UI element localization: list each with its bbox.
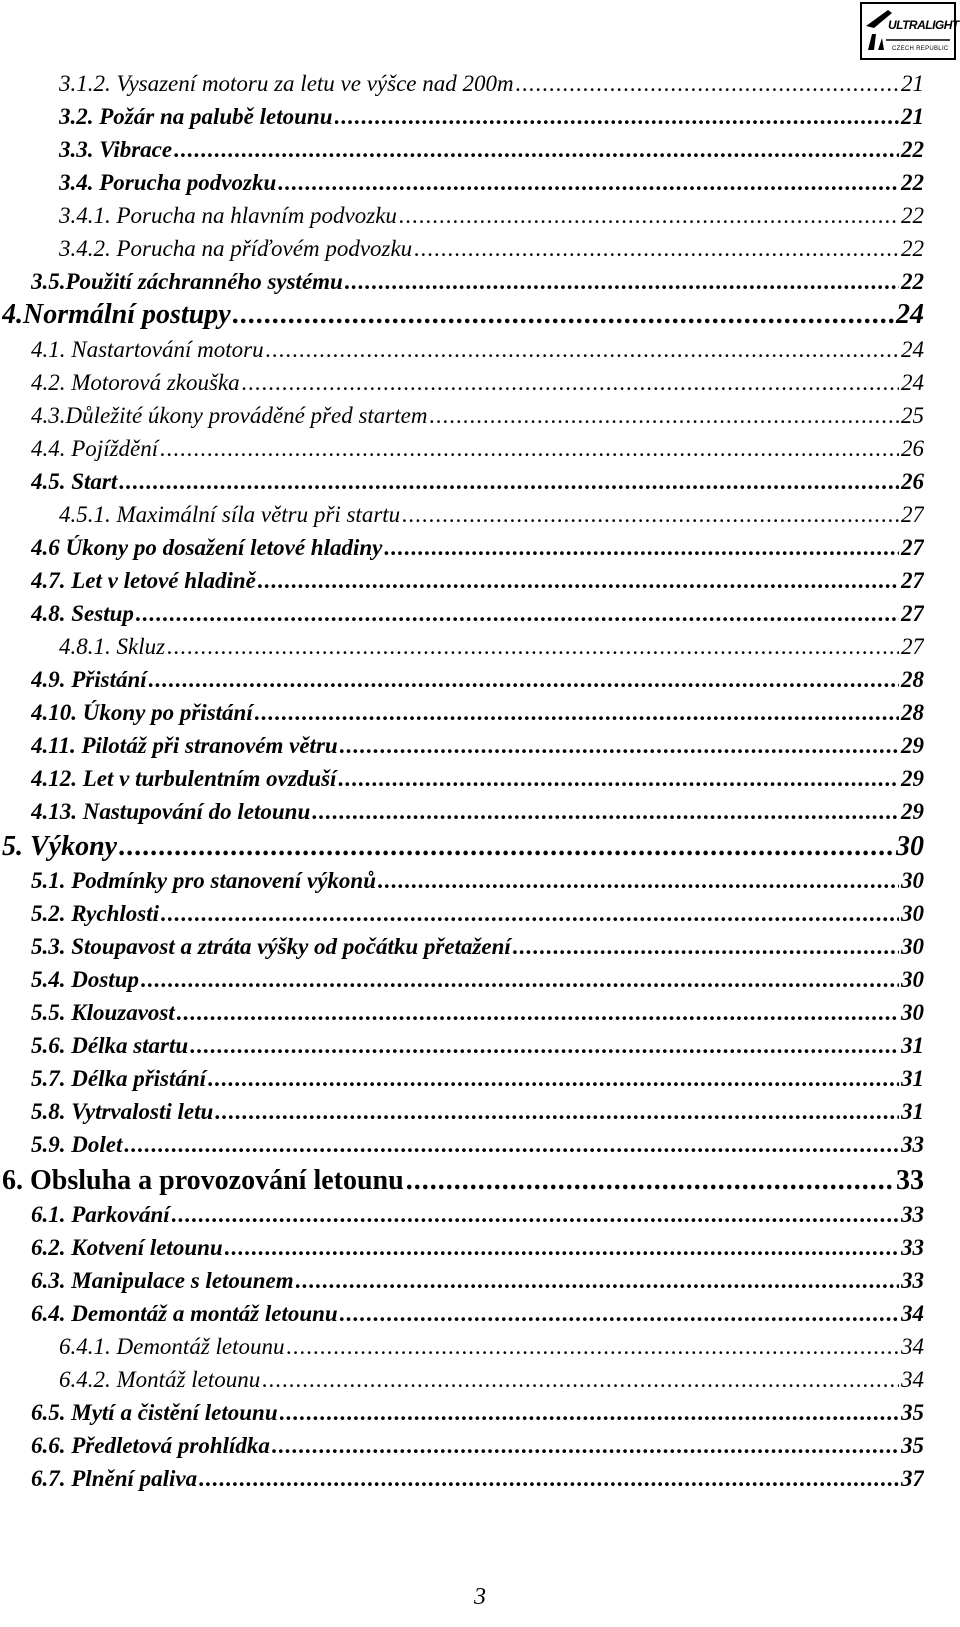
toc-entry-page: 33: [901, 1235, 924, 1260]
toc-leader: [172, 1202, 899, 1228]
toc-leader: [255, 700, 899, 726]
toc-entry[interactable]: [31, 1466, 924, 1492]
toc-entry-title: 4.7. Let v letové hladině: [31, 568, 256, 593]
toc-entry-page: 24: [901, 337, 924, 362]
toc-entry[interactable]: [31, 799, 924, 825]
toc-entry[interactable]: [59, 1367, 924, 1393]
toc-entry[interactable]: [31, 1235, 924, 1261]
toc-entry-title: 5. Výkony: [2, 831, 118, 862]
toc-entry-page: 26: [901, 469, 924, 494]
toc-leader: [161, 901, 899, 927]
toc-entry-title: 4.3.Důležité úkony prováděné před startem: [31, 403, 428, 428]
toc-entry[interactable]: [59, 236, 924, 262]
toc-entry-title: 5.9. Dolet: [31, 1132, 123, 1157]
toc-entry-title: 4.Normální postupy: [2, 299, 231, 330]
page-number: 3: [474, 1584, 486, 1610]
toc-leader: [429, 403, 899, 429]
toc-leader: [233, 299, 894, 331]
logo-brand: ULTRALIGHT: [888, 18, 959, 32]
toc-entry-title: 3.4.2. Porucha na příďovém podvozku: [59, 236, 413, 261]
toc-leader: [262, 1367, 899, 1393]
toc-leader: [136, 601, 899, 627]
toc-leader: [402, 502, 899, 528]
toc-entry[interactable]: [31, 766, 924, 792]
toc-entry[interactable]: [31, 1132, 924, 1158]
toc-leader: [340, 733, 899, 759]
toc-entry-title: 4.6 Úkony po dosažení letové hladiny: [31, 535, 383, 560]
toc-entry-title: 6.1. Parkování: [31, 1202, 170, 1227]
toc-entry[interactable]: [31, 568, 924, 594]
toc-entry-title: 4.2. Motorová zkouška: [31, 370, 240, 395]
toc-leader: [177, 1000, 899, 1026]
toc-leader: [296, 1268, 899, 1294]
toc-entry[interactable]: [59, 634, 924, 660]
toc-entry-title: 6.4.1. Demontáž letounu: [59, 1334, 285, 1359]
toc-leader: [167, 634, 899, 660]
toc-entry[interactable]: [31, 436, 924, 462]
toc-entry-page: 33: [901, 1202, 924, 1227]
toc-entry[interactable]: [31, 469, 924, 495]
toc-entry-title: 4.5.1. Maximální síla větru při startu: [59, 502, 401, 527]
toc-entry-title: 5.2. Rychlosti: [31, 901, 160, 926]
toc-entry-title: 4.9. Přistání: [31, 667, 147, 692]
toc-leader: [141, 967, 899, 993]
toc-entry-title: 3.1.2. Vysazení motoru za letu ve výšce nad 200m: [59, 71, 514, 96]
toc-entry-title: 5.5. Klouzavost: [31, 1000, 175, 1025]
toc-leader: [208, 1066, 899, 1092]
toc-entry-page: 22: [901, 236, 924, 261]
toc-entry-page: 30: [901, 868, 924, 893]
toc-leader: [280, 1400, 899, 1426]
toc-entry-title: 6.7. Plnění paliva: [31, 1466, 198, 1491]
toc-entry-page: 27: [901, 568, 924, 593]
toc-entry[interactable]: [2, 1165, 924, 1197]
toc-entry-page: 28: [901, 700, 924, 725]
toc-entry-title: 3.4.1. Porucha na hlavním podvozku: [59, 203, 397, 228]
toc-entry[interactable]: [31, 868, 924, 894]
toc-entry[interactable]: [31, 700, 924, 726]
toc-entry-page: 33: [901, 1268, 924, 1293]
toc-leader: [335, 104, 900, 130]
toc-leader: [399, 203, 899, 229]
toc-entry[interactable]: [31, 337, 924, 363]
toc-entry-title: 4.5. Start: [31, 469, 118, 494]
toc-entry[interactable]: [59, 104, 924, 130]
toc-entry-page: 35: [901, 1433, 924, 1458]
toc-entry-page: 22: [901, 203, 924, 228]
toc-entry-page: 24: [896, 299, 924, 330]
toc-entry-page: 35: [901, 1400, 924, 1425]
toc-entry-title: 4.11. Pilotáž při stranovém větru: [31, 733, 338, 758]
toc-entry[interactable]: [31, 1099, 924, 1125]
toc-entry-title: 6.3. Manipulace s letounem: [31, 1268, 294, 1293]
toc-entry-title: 4.4. Pojíždění: [31, 436, 159, 461]
toc-entry-title: 3.4. Porucha podvozku: [59, 170, 277, 195]
toc-entry-page: 25: [901, 403, 924, 428]
toc-entry-title: 6.6. Předletová prohlídka: [31, 1433, 270, 1458]
toc-entry-title: 5.7. Délka přistání: [31, 1066, 207, 1091]
toc-entry-page: 31: [901, 1066, 924, 1091]
toc-entry[interactable]: [59, 170, 924, 196]
toc-leader: [258, 568, 899, 594]
toc-entry-page: 21: [901, 71, 924, 96]
toc-entry-page: 30: [901, 1000, 924, 1025]
toc-leader: [513, 934, 899, 960]
toc-leader: [340, 1301, 899, 1327]
toc-entry-page: 27: [901, 601, 924, 626]
toc-entry-title: 4.8. Sestup: [31, 601, 134, 626]
toc-leader: [174, 137, 899, 163]
ultralight-logo: [860, 2, 959, 60]
toc-entry-page: 29: [901, 766, 924, 791]
toc-entry[interactable]: [31, 535, 924, 561]
toc-entry[interactable]: [31, 1066, 924, 1092]
toc-entry-title: 5.6. Délka startu: [31, 1033, 189, 1058]
toc-entry-page: 34: [901, 1334, 924, 1359]
logo-subtitle: CZECH REPUBLIC: [892, 46, 949, 52]
toc-entry-title: 3.2. Požár na palubě letounu: [59, 104, 333, 129]
toc-leader: [149, 667, 899, 693]
toc-entry-page: 22: [901, 269, 924, 294]
toc-leader: [345, 269, 899, 295]
toc-entry-page: 26: [901, 436, 924, 461]
toc-entry-page: 34: [901, 1301, 924, 1326]
toc-entry[interactable]: [31, 934, 924, 960]
toc-entry[interactable]: [31, 1301, 924, 1327]
toc-entry-title: 4.12. Let v turbulentním ovzduší: [31, 766, 337, 791]
toc-leader: [378, 868, 899, 894]
toc-leader: [124, 1132, 899, 1158]
toc-entry-page: 29: [901, 799, 924, 824]
toc-leader: [199, 1466, 899, 1492]
toc-entry[interactable]: [31, 370, 924, 396]
toc-entry[interactable]: [59, 502, 924, 528]
toc-leader: [242, 370, 899, 396]
toc-leader: [406, 1165, 894, 1197]
toc-entry-page: 31: [901, 1099, 924, 1124]
toc-entry-page: 22: [901, 170, 924, 195]
toc-entry-title: 6.4.2. Montáž letounu: [59, 1367, 261, 1392]
toc-entry-page: 21: [901, 104, 924, 129]
toc-entry[interactable]: [31, 667, 924, 693]
toc-entry-title: 4.13. Nastupování do letounu: [31, 799, 311, 824]
toc-entry[interactable]: [31, 967, 924, 993]
toc-entry[interactable]: [59, 71, 924, 97]
toc-entry-page: 37: [901, 1466, 924, 1491]
toc-leader: [119, 469, 899, 495]
toc-entry[interactable]: [31, 403, 924, 429]
toc-leader: [272, 1433, 899, 1459]
toc-leader: [190, 1033, 899, 1059]
toc-leader: [160, 436, 899, 462]
toc-entry-title: 6.4. Demontáž a montáž letounu: [31, 1301, 338, 1326]
toc-entry[interactable]: [31, 601, 924, 627]
toc-entry[interactable]: [31, 1202, 924, 1228]
toc-entry-title: 4.10. Úkony po přistání: [31, 700, 253, 725]
toc-entry[interactable]: [31, 1268, 924, 1294]
toc-leader: [266, 337, 899, 363]
toc-leader: [338, 766, 899, 792]
toc-leader: [287, 1334, 899, 1360]
toc-entry-page: 28: [901, 667, 924, 692]
toc-entry-page: 29: [901, 733, 924, 758]
toc-entry-page: 24: [901, 370, 924, 395]
toc-leader: [516, 71, 899, 97]
toc-entry-page: 33: [896, 1165, 924, 1196]
toc-leader: [384, 535, 899, 561]
toc-entry-page: 33: [901, 1132, 924, 1157]
toc-entry-title: 4.8.1. Skluz: [59, 634, 166, 659]
toc-entry[interactable]: [31, 1433, 924, 1459]
toc-entry[interactable]: [31, 1033, 924, 1059]
toc-entry[interactable]: [31, 269, 924, 295]
toc-entry-page: 22: [901, 137, 924, 162]
toc-entry[interactable]: [59, 203, 924, 229]
toc-leader: [225, 1235, 899, 1261]
toc-entry-page: 31: [901, 1033, 924, 1058]
toc-entry-title: 4.1. Nastartování motoru: [31, 337, 264, 362]
toc-entry[interactable]: [31, 901, 924, 927]
toc-entry[interactable]: [59, 137, 924, 163]
toc-entry-page: 27: [901, 502, 924, 527]
toc-entry[interactable]: [2, 299, 924, 331]
toc-leader: [414, 236, 899, 262]
toc-entry-title: 3.3. Vibrace: [59, 137, 173, 162]
toc-entry[interactable]: [59, 1334, 924, 1360]
toc-entry-page: 30: [901, 901, 924, 926]
toc-entry-title: 6.5. Mytí a čistění letounu: [31, 1400, 278, 1425]
toc-entry-title: 3.5.Použití záchranného systému: [31, 269, 343, 294]
toc-entry-page: 27: [901, 634, 924, 659]
toc-entry[interactable]: [2, 831, 924, 863]
toc-entry-title: 5.8. Vytrvalosti letu: [31, 1099, 214, 1124]
toc-entry-title: 5.4. Dostup: [31, 967, 139, 992]
toc-leader: [278, 170, 899, 196]
toc-entry[interactable]: [31, 733, 924, 759]
toc-entry[interactable]: [31, 1000, 924, 1026]
toc-entry-page: 27: [901, 535, 924, 560]
toc-entry-title: 5.3. Stoupavost a ztráta výšky od počátku přetažení: [31, 934, 511, 959]
toc-entry-title: 6.2. Kotvení letounu: [31, 1235, 223, 1260]
toc-leader: [119, 831, 894, 863]
toc-leader: [312, 799, 899, 825]
toc-entry-page: 30: [896, 831, 924, 862]
toc-entry[interactable]: [31, 1400, 924, 1426]
toc-entry-page: 34: [901, 1367, 924, 1392]
toc-entry-page: 30: [901, 934, 924, 959]
toc-entry-title: 5.1. Podmínky pro stanovení výkonů: [31, 868, 377, 893]
toc-entry-title: 6. Obsluha a provozování letounu: [2, 1165, 404, 1196]
toc-leader: [215, 1099, 899, 1125]
toc-entry-page: 30: [901, 967, 924, 992]
